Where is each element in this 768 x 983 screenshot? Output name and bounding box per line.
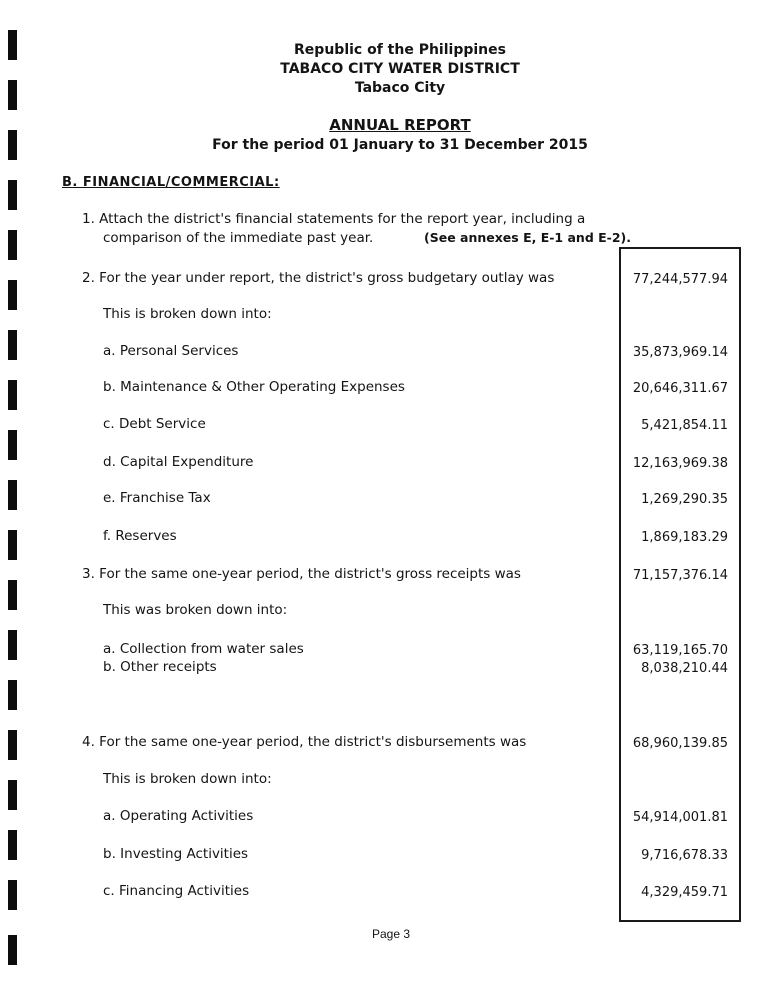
binder-mark xyxy=(8,430,17,460)
item4-row-label: a. Operating Activities xyxy=(103,808,254,824)
item2-row-label: f. Reserves xyxy=(103,528,177,544)
page-number: Page 3 xyxy=(372,927,411,941)
item3-label: 3. For the same one-year period, the district's gross receipts was xyxy=(82,566,521,582)
binder-mark xyxy=(8,830,17,860)
item2-row-amount: 20,646,311.67 xyxy=(632,381,728,396)
binder-mark xyxy=(8,780,17,810)
binder-mark xyxy=(8,630,17,660)
item3-row-amount: 8,038,210.44 xyxy=(641,661,728,676)
item1-annex-reference: (See annexes E, E-1 and E-2). xyxy=(424,230,632,245)
item2-row-amount: 12,163,969.38 xyxy=(632,456,728,471)
item1-line1: 1. Attach the district's financial statements for the report year, including a xyxy=(82,211,586,227)
binder-mark xyxy=(8,180,17,210)
item4-row-amount: 54,914,001.81 xyxy=(632,810,728,825)
binder-mark xyxy=(8,530,17,560)
binder-mark xyxy=(8,480,17,510)
item2-label: 2. For the year under report, the district's gross budgetary outlay was xyxy=(82,270,555,286)
item4-row-amount: 9,716,678.33 xyxy=(641,848,728,863)
item2-row-amount: 5,421,854.11 xyxy=(641,418,728,433)
item2-row-label: c. Debt Service xyxy=(103,416,206,432)
binder-mark xyxy=(8,280,17,310)
header-republic: Republic of the Philippines xyxy=(294,42,506,58)
item2-row-amount: 1,269,290.35 xyxy=(641,492,728,507)
report-period: For the period 01 January to 31 December 2015 xyxy=(212,137,588,153)
binder-mark xyxy=(8,330,17,360)
item2-row-label: e. Franchise Tax xyxy=(103,490,211,506)
item2-row-label: b. Maintenance & Other Operating Expenses xyxy=(103,379,405,395)
item3-row-amount: 63,119,165.70 xyxy=(632,643,728,658)
binder-mark xyxy=(8,935,17,965)
item2-breakdown-label: This is broken down into: xyxy=(103,306,272,322)
binder-mark xyxy=(8,580,17,610)
item3-row-label: a. Collection from water sales xyxy=(103,641,304,657)
item3-amount: 71,157,376.14 xyxy=(632,568,728,583)
item2-row-amount: 35,873,969.14 xyxy=(632,345,728,360)
item2-amount: 77,244,577.94 xyxy=(632,272,728,287)
header-district-name: TABACO CITY WATER DISTRICT xyxy=(280,61,520,77)
item3-row-label: b. Other receipts xyxy=(103,659,217,675)
item4-amount: 68,960,139.85 xyxy=(632,736,728,751)
item4-row-label: b. Investing Activities xyxy=(103,846,249,862)
binder-mark xyxy=(8,380,17,410)
binder-mark xyxy=(8,680,17,710)
item4-breakdown-label: This is broken down into: xyxy=(103,771,272,787)
item4-row-label: c. Financing Activities xyxy=(103,883,250,899)
item3-breakdown-label: This was broken down into: xyxy=(103,602,288,618)
header-city: Tabaco City xyxy=(354,80,446,96)
section-heading: B. FINANCIAL/COMMERCIAL: xyxy=(62,175,280,190)
report-title: ANNUAL REPORT xyxy=(329,116,471,134)
item2-row-label: d. Capital Expenditure xyxy=(103,454,254,470)
item2-row-label: a. Personal Services xyxy=(103,343,239,359)
item1-line2: comparison of the immediate past year. xyxy=(103,230,374,246)
item2-row-amount: 1,869,183.29 xyxy=(641,530,728,545)
item4-label: 4. For the same one-year period, the district's disbursements was xyxy=(82,734,527,750)
binder-mark xyxy=(8,230,17,260)
binder-mark xyxy=(8,730,17,760)
binder-mark xyxy=(8,880,17,910)
item4-row-amount: 4,329,459.71 xyxy=(641,885,728,900)
